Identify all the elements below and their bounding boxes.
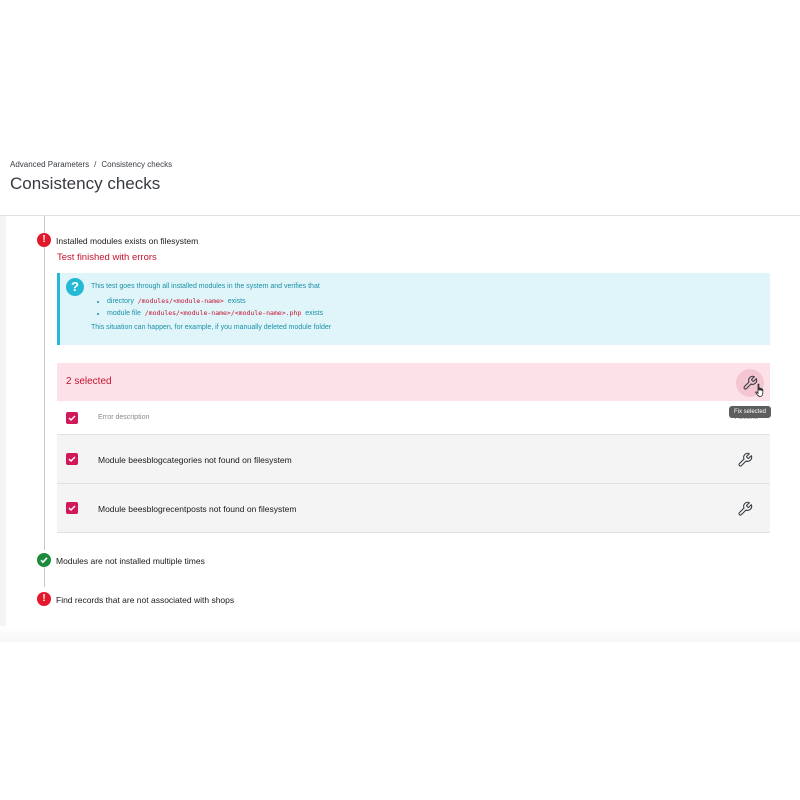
fix-selected-tooltip: Fix selected	[729, 406, 771, 418]
row-checkbox[interactable]	[66, 453, 78, 465]
checkmark-icon	[37, 553, 51, 567]
info-bullet-code: /modules/<module-name>/<module-name>.php	[144, 309, 302, 317]
wrench-icon	[737, 452, 753, 468]
page-header	[0, 0, 800, 216]
wrench-icon	[737, 501, 753, 517]
exclamation-icon: !	[37, 592, 51, 606]
bulk-actions-bar	[57, 363, 770, 401]
timeline-line	[44, 567, 45, 587]
check-title: Find records that are not associated with shops	[56, 595, 235, 605]
info-list-item	[107, 297, 323, 305]
check-circle-icon	[37, 553, 51, 567]
info-list	[107, 297, 323, 321]
selected-count: 2 selected	[66, 376, 112, 387]
column-header-description: Error description	[98, 414, 150, 421]
checkmark-icon	[68, 455, 76, 463]
info-bullet-label: module file	[107, 310, 141, 317]
hand-cursor-icon	[754, 383, 766, 397]
panel-bottom-shadow	[0, 626, 800, 642]
breadcrumb	[10, 160, 172, 169]
test-status: Test finished with errors	[57, 252, 157, 263]
check-title: Installed modules exists on filesystem	[56, 236, 199, 246]
info-bullet-suffix: exists	[227, 298, 246, 305]
fix-button[interactable]	[737, 452, 753, 473]
info-bullet-code: /modules/<module-name>	[137, 297, 224, 305]
error-description: Module beesblogcategories not found on filesystem	[98, 455, 292, 465]
page-title: Consistency checks	[10, 174, 161, 193]
exclamation-icon: !	[37, 233, 51, 247]
timeline-line	[44, 247, 45, 550]
table-row	[57, 484, 770, 533]
timeline-line	[44, 216, 45, 233]
breadcrumb-current: Consistency checks	[101, 160, 173, 169]
info-list-item	[107, 309, 323, 317]
info-alert	[57, 273, 770, 345]
checkmark-icon	[68, 504, 76, 512]
breadcrumb-separator: /	[94, 160, 97, 169]
breadcrumb-parent[interactable]: Advanced Parameters	[10, 160, 90, 169]
info-note: This situation can happen, for example, if you manually deleted module folder	[91, 324, 332, 331]
errors-table-header	[57, 402, 770, 435]
checkmark-icon	[68, 414, 76, 422]
row-checkbox[interactable]	[66, 502, 78, 514]
info-intro: This test goes through all installed modules in the system and verifies that	[91, 283, 320, 290]
check-title: Modules are not installed multiple times	[56, 556, 205, 566]
error-description: Module beesblogrecentposts not found on filesystem	[98, 504, 297, 514]
select-all-checkbox[interactable]	[66, 412, 78, 424]
info-bullet-suffix: exists	[305, 310, 324, 317]
question-icon: ?	[66, 278, 84, 296]
table-row	[57, 435, 770, 484]
info-bullet-label: directory	[107, 298, 134, 305]
fix-button[interactable]	[737, 501, 753, 522]
